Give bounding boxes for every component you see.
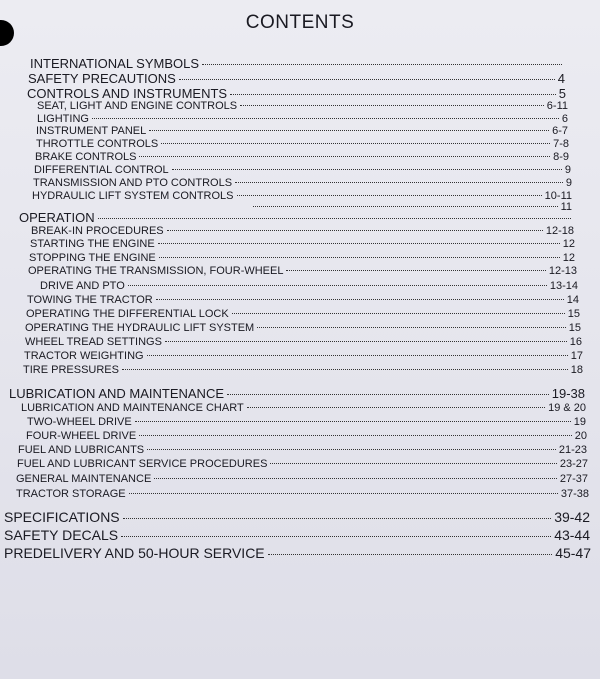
toc-entry-label: LUBRICATION AND MAINTENANCE CHART — [21, 402, 244, 414]
toc-entry-label: WHEEL TREAD SETTINGS — [25, 336, 162, 348]
toc-entry-label: DRIVE AND PTO — [40, 280, 125, 292]
toc-entry-page: 39-42 — [554, 509, 590, 525]
toc-entry-page: 14 — [566, 294, 579, 306]
leader-dots — [286, 270, 545, 271]
toc-entry — [37, 114, 568, 125]
toc-entry-page: 15 — [567, 308, 580, 320]
toc-entry — [18, 445, 587, 456]
toc-entry — [32, 191, 572, 202]
toc-section — [4, 528, 590, 542]
toc-entry-label: OPERATING THE DIFFERENTIAL LOCK — [26, 308, 229, 320]
toc-entry-label: OPERATION — [19, 210, 95, 225]
toc-entry-label: BRAKE CONTROLS — [35, 151, 137, 163]
toc-entry-label: DIFFERENTIAL CONTROL — [34, 164, 169, 176]
leader-dots — [253, 206, 558, 207]
leader-dots — [167, 230, 543, 231]
toc-entry — [17, 459, 588, 470]
leader-dots — [270, 463, 556, 464]
toc-entry-page: 10-11 — [544, 190, 572, 202]
toc-entry-label: GENERAL MAINTENANCE — [16, 473, 152, 485]
toc-entry — [16, 489, 589, 500]
leader-dots — [179, 79, 555, 80]
leader-dots — [202, 64, 562, 65]
toc-entry — [28, 266, 577, 277]
toc-entry-page: 12 — [562, 238, 575, 250]
toc-entry-label: STARTING THE ENGINE — [30, 238, 155, 250]
toc-entry — [27, 417, 586, 428]
toc-entry-page: 11 — [560, 201, 572, 213]
toc-entry-page: 43-44 — [554, 527, 590, 543]
leader-dots — [92, 118, 559, 119]
toc-entry-page: 6 — [561, 113, 568, 125]
leader-dots — [158, 243, 560, 244]
leader-dots — [98, 218, 571, 219]
leader-dots — [172, 169, 562, 170]
leader-dots — [123, 518, 552, 519]
leader-dots — [129, 493, 558, 494]
toc-entry-label: SAFETY PRECAUTIONS — [28, 71, 176, 86]
leader-dots — [247, 407, 545, 408]
toc-entry-page: 19 — [573, 416, 586, 428]
toc-entry — [27, 87, 566, 100]
toc-entry — [31, 226, 574, 237]
toc-section — [4, 510, 590, 524]
toc-entry — [16, 474, 588, 485]
toc-entry — [36, 126, 568, 137]
toc-entry — [36, 139, 569, 150]
toc-entry-label: TWO-WHEEL DRIVE — [27, 416, 132, 428]
toc-section — [19, 211, 574, 224]
leader-dots — [139, 435, 572, 436]
toc-entry-label: TOWING THE TRACTOR — [27, 294, 153, 306]
leader-dots — [240, 105, 544, 106]
toc-entry-page: 18 — [570, 364, 583, 376]
toc-entry — [28, 72, 565, 85]
toc-entry — [29, 253, 575, 264]
leader-dots — [227, 394, 549, 395]
toc-entry-label: FOUR-WHEEL DRIVE — [26, 430, 137, 442]
leader-dots — [230, 94, 556, 95]
toc-entry-page: 15 — [568, 322, 581, 334]
toc-entry — [30, 57, 565, 70]
leader-dots — [232, 313, 565, 314]
toc-entry-label: TRACTOR WEIGHTING — [24, 350, 144, 362]
toc-entry-page: 37-38 — [560, 488, 589, 500]
toc-entry-page: 12-18 — [545, 225, 574, 237]
toc-entry — [30, 239, 575, 250]
leader-dots — [139, 156, 550, 157]
toc-entry — [37, 101, 568, 112]
toc-entry-label: INSTRUMENT PANEL — [36, 125, 147, 137]
toc-entry — [21, 403, 586, 414]
toc-entry — [23, 365, 583, 376]
toc-entry-page: 21-23 — [558, 444, 587, 456]
leader-dots — [149, 130, 549, 131]
toc-entry-label: LUBRICATION AND MAINTENANCE — [9, 386, 225, 401]
leader-dots — [147, 449, 556, 450]
toc-entry — [25, 337, 582, 348]
toc-entry-page: 16 — [569, 336, 582, 348]
toc-entry-page: 27-37 — [559, 473, 588, 485]
leader-dots — [147, 355, 568, 356]
leader-dots — [122, 369, 568, 370]
toc-entry-label: FUEL AND LUBRICANT SERVICE PROCEDURES — [17, 458, 268, 470]
toc-entry-label: SEAT, LIGHT AND ENGINE CONTROLS — [37, 100, 238, 112]
toc-section — [9, 387, 585, 400]
toc-entry-page: 19-38 — [551, 386, 585, 401]
leader-dots — [268, 554, 553, 555]
toc-entry-label: OPERATING THE TRANSMISSION, FOUR-WHEEL — [28, 265, 284, 277]
leader-dots — [165, 341, 567, 342]
leader-dots — [128, 285, 547, 286]
toc-entry-page: 6-7 — [552, 125, 568, 137]
toc-entry-label: BREAK-IN PROCEDURES — [31, 225, 164, 237]
toc-entry — [24, 351, 583, 362]
toc-section — [4, 546, 591, 560]
toc-entry-label: CONTROLS AND INSTRUMENTS — [27, 86, 228, 101]
toc-entry-label: LIGHTING — [37, 113, 89, 125]
toc-entry-page: 9 — [564, 164, 571, 176]
toc-entry — [25, 323, 581, 334]
leader-dots — [161, 143, 550, 144]
leader-dots — [154, 478, 557, 479]
toc-entry-page: 13-14 — [549, 280, 578, 292]
toc-entry-label: STOPPING THE ENGINE — [29, 252, 156, 264]
toc-entry-label: FUEL AND LUBRICANTS — [18, 444, 145, 456]
toc-entry-page: 9 — [565, 177, 572, 189]
toc-entry-page: 23-27 — [559, 458, 588, 470]
leader-dots — [156, 299, 564, 300]
toc-entry-page: 19 & 20 — [548, 402, 586, 414]
toc-entry-label: THROTTLE CONTROLS — [36, 138, 159, 150]
toc-entry-page: 45-47 — [555, 545, 591, 561]
toc-entry — [40, 281, 578, 292]
toc-entry — [33, 178, 572, 189]
toc-entry-label: TRACTOR STORAGE — [16, 488, 126, 500]
toc-entry — [27, 295, 579, 306]
toc-entry-label: PREDELIVERY AND 50-HOUR SERVICE — [4, 545, 265, 561]
toc-entry-page: 12 — [562, 252, 575, 264]
toc-entry-label: SPECIFICATIONS — [4, 509, 120, 525]
toc-entry-label: TIRE PRESSURES — [23, 364, 119, 376]
toc-entry-page: 17 — [570, 350, 583, 362]
leader-dots — [159, 257, 560, 258]
toc-entry-label: HYDRAULIC LIFT SYSTEM CONTROLS — [32, 190, 234, 202]
toc-entry-page: 12-13 — [548, 265, 577, 277]
toc-entry-page: 7-8 — [553, 138, 569, 150]
leader-dots — [235, 182, 563, 183]
toc-entry-page: 4 — [557, 71, 565, 86]
toc-entry-page: 5 — [558, 86, 566, 101]
toc-entry — [35, 152, 569, 163]
leader-dots — [121, 536, 551, 537]
toc-entry-label: TRANSMISSION AND PTO CONTROLS — [33, 177, 233, 189]
leader-dots — [135, 421, 571, 422]
toc-entry — [34, 165, 571, 176]
toc-entry-label: OPERATING THE HYDRAULIC LIFT SYSTEM — [25, 322, 255, 334]
leader-dots — [257, 327, 566, 328]
toc-entry — [26, 309, 580, 320]
toc-entry-label: INTERNATIONAL SYMBOLS — [30, 56, 200, 71]
toc-entry-label: SAFETY DECALS — [4, 527, 119, 543]
toc-entry-page: 6-11 — [546, 100, 568, 112]
toc-entry — [26, 431, 587, 442]
toc-entry-page: 8-9 — [553, 151, 569, 163]
leader-dots — [237, 195, 542, 196]
toc-entry-page: 20 — [574, 430, 587, 442]
page-title: CONTENTS — [245, 12, 355, 33]
